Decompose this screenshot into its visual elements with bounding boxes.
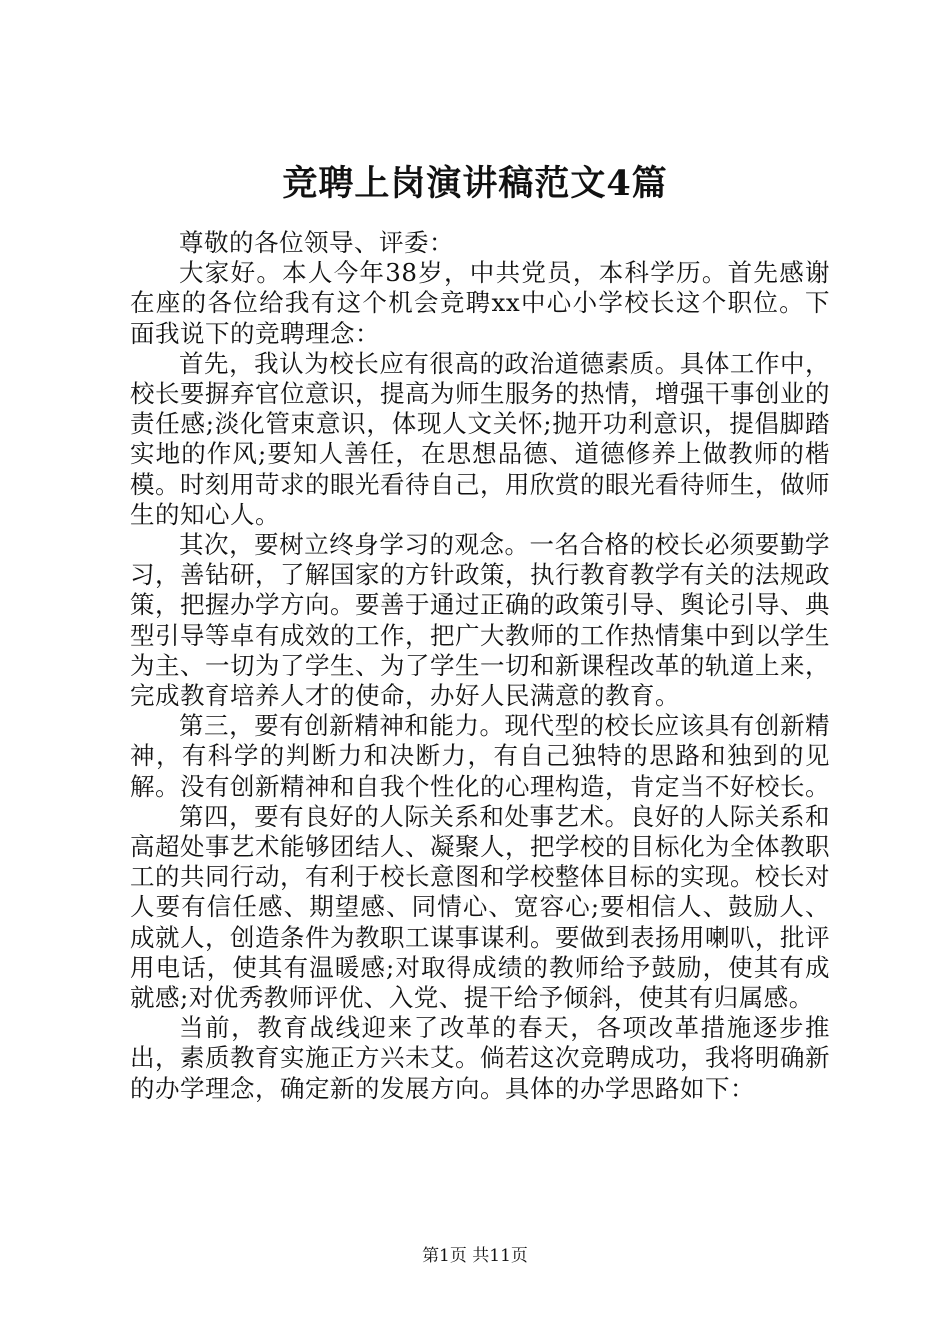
- paragraph-outlook: 当前，教育战线迎来了改革的春天，各项改革措施逐步推出，素质教育实施正方兴未艾。倘若这次竞聘成功，我将明确新的办学理念，确定新的发展方向。具体的办学思路如下：: [130, 1013, 830, 1103]
- paragraph-third-point: 第三，要有创新精神和能力。现代型的校长应该具有创新精神，有科学的判断力和决断力，有自己独特的思路和独到的见解。没有创新精神和自我个性化的心理构造，肯定当不好校长。: [130, 711, 830, 801]
- document-body: [130, 228, 830, 1104]
- paragraph-fourth-point: 第四，要有良好的人际关系和处事艺术。良好的人际关系和高超处事艺术能够团结人、凝聚人，把学校的目标化为全体教职工的共同行动，有利于校长意图和学校整体目标的实现。校长对人要有信任感、期望感、同情心、宽容心;要相信人、鼓励人、成就人，创造条件为教职工谋事谋利。要做到表扬用喇叭，批评用电话，使其有温暖感;对取得成绩的教师给予鼓励，使其有成就感;对优秀教师评优、入党、提干给予倾斜，使其有归属感。: [130, 801, 830, 1013]
- paragraph-salutation: 尊敬的各位领导、评委：: [179, 228, 454, 257]
- page-number-footer: 第1页 共11页: [422, 1246, 528, 1266]
- paragraph-second-point: 其次，要树立终身学习的观念。一名合格的校长必须要勤学习，善钻研，了解国家的方针政策，执行教育教学有关的法规政策，把握办学方向。要善于通过正确的政策引导、舆论引导、典型引导等卓有成效的工作，把广大教师的工作热情集中到以学生为主、一切为了学生、为了学生一切和新课程改革的轨道上来，完成教育培养人才的使命，办好人民满意的教育。: [130, 530, 830, 711]
- paragraph-first-point: 首先，我认为校长应有很高的政治道德素质。具体工作中，校长要摒弃官位意识，提高为师生服务的热情，增强干事创业的责任感;淡化管束意识，体现人文关怀;抛开功利意识，提倡脚踏实地的作风;要知人善任，在思想品德、道德修养上做教师的楷模。时刻用苛求的眼光看待自己，用欣赏的眼光看待师生，做师生的知心人。: [130, 348, 830, 529]
- document-title: 竞聘上岗演讲稿范文4篇: [282, 163, 668, 204]
- paragraph-introduction: 大家好。本人今年38岁，中共党员，本科学历。首先感谢在座的各位给我有这个机会竞聘xx中心小学校长这个职位。下面我说下的竞聘理念：: [130, 258, 830, 348]
